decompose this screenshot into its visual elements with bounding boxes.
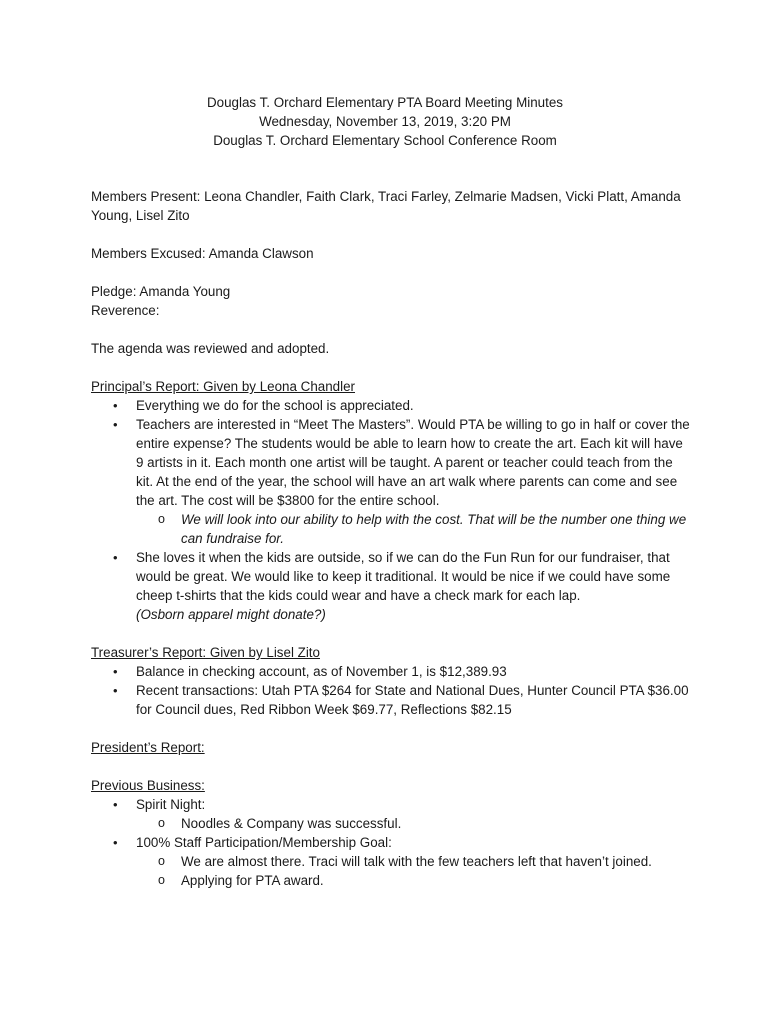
list-item-text: Recent transactions: Utah PTA $264 for State and National Dues, Hunter Council PTA $36.00 for Council dues, Red Ribbon Week $69.77, Reflections $82.15 — [136, 683, 689, 717]
bullet-icon: • — [113, 550, 118, 565]
list-item-text: She loves it when the kids are outside, so if we can do the Fun Run for our fundraiser, that would be great. We would like to keep it traditional. It would be nice if we could have some cheep t-shirts that the kids could wear and have a check mark for each lap. — [136, 550, 671, 603]
list-item — [91, 833, 691, 890]
principal-report-heading: Principal’s Report: Given by Leona Chandler — [91, 379, 355, 394]
sub-bullet-icon: o — [158, 512, 165, 526]
sub-list-item — [136, 852, 691, 871]
list-item-note: (Osborn apparel might donate?) — [136, 607, 326, 622]
meeting-location: Douglas T. Orchard Elementary School Conference Room — [213, 133, 557, 148]
sub-list-item-text: Noodles & Company was successful. — [181, 816, 402, 831]
sub-bullet-icon: o — [158, 873, 165, 887]
bullet-icon: • — [113, 797, 118, 812]
principal-report — [91, 377, 691, 624]
treasurer-report-heading: Treasurer’s Report: Given by Lisel Zito — [91, 645, 320, 660]
meeting-title: Douglas T. Orchard Elementary PTA Board Meeting Minutes — [206, 95, 563, 110]
bullet-icon: • — [113, 417, 118, 432]
previous-business — [91, 776, 691, 890]
agenda-note: The agenda was reviewed and adopted. — [91, 341, 330, 356]
previous-business-list — [91, 795, 691, 890]
members-excused: Members Excused: Amanda Clawson — [91, 246, 314, 261]
sub-list — [136, 814, 691, 833]
list-item-text: 100% Staff Participation/Membership Goal: — [136, 835, 392, 850]
bullet-icon: • — [113, 664, 118, 679]
list-item-text: Spirit Night: — [136, 797, 206, 812]
sub-list-item-text: We will look into our ability to help with the cost. That will be the number one thing we can fundraise for. — [181, 512, 687, 546]
list-item — [91, 681, 691, 719]
bullet-icon: • — [113, 683, 118, 698]
list-item — [91, 662, 691, 681]
bullet-icon: • — [113, 835, 118, 850]
document-body — [91, 187, 691, 890]
treasurer-report-list — [91, 662, 691, 719]
sub-list-item-text: We are almost there. Traci will talk with the few teachers left that haven’t joined. — [181, 854, 652, 869]
treasurer-report — [91, 643, 691, 719]
sub-bullet-icon: o — [158, 816, 165, 830]
sub-list-item — [136, 510, 691, 548]
list-item-text: Balance in checking account, as of November 1, is $12,389.93 — [136, 664, 507, 679]
sub-list — [136, 510, 691, 548]
sub-list-item — [136, 814, 691, 833]
sub-bullet-icon: o — [158, 854, 165, 868]
sub-list — [136, 852, 691, 890]
members-present: Members Present: Leona Chandler, Faith Clark, Traci Farley, Zelmarie Madsen, Vicki Platt, Amanda Young, Lisel Zito — [91, 189, 681, 223]
principal-report-list — [91, 396, 691, 624]
list-item-text: Everything we do for the school is appreciated. — [136, 398, 414, 413]
document-header — [0, 93, 770, 150]
pledge: Pledge: Amanda Young — [91, 284, 231, 299]
list-item — [91, 396, 691, 415]
bullet-icon: • — [113, 398, 118, 413]
list-item — [91, 795, 691, 833]
sub-list-item — [136, 871, 691, 890]
president-report-heading: President’s Report: — [91, 740, 205, 755]
meeting-date: Wednesday, November 13, 2019, 3:20 PM — [259, 114, 511, 129]
list-item — [91, 548, 691, 624]
reverence: Reverence: — [91, 303, 160, 318]
list-item — [91, 415, 691, 548]
sub-list-item-text: Applying for PTA award. — [181, 873, 324, 888]
previous-business-heading: Previous Business: — [91, 778, 205, 793]
list-item-text: Teachers are interested in “Meet The Masters”. Would PTA be willing to go in half or cover the entire expense? The students would be able to learn how to create the art. Each kit will have 9 artists in it. Each month one artist will be taught. A parent or teacher could teach from the kit. At the end of the year, the school will have an art walk where parents can come and see the art. The cost will be $3800 for the entire school. — [136, 417, 690, 508]
